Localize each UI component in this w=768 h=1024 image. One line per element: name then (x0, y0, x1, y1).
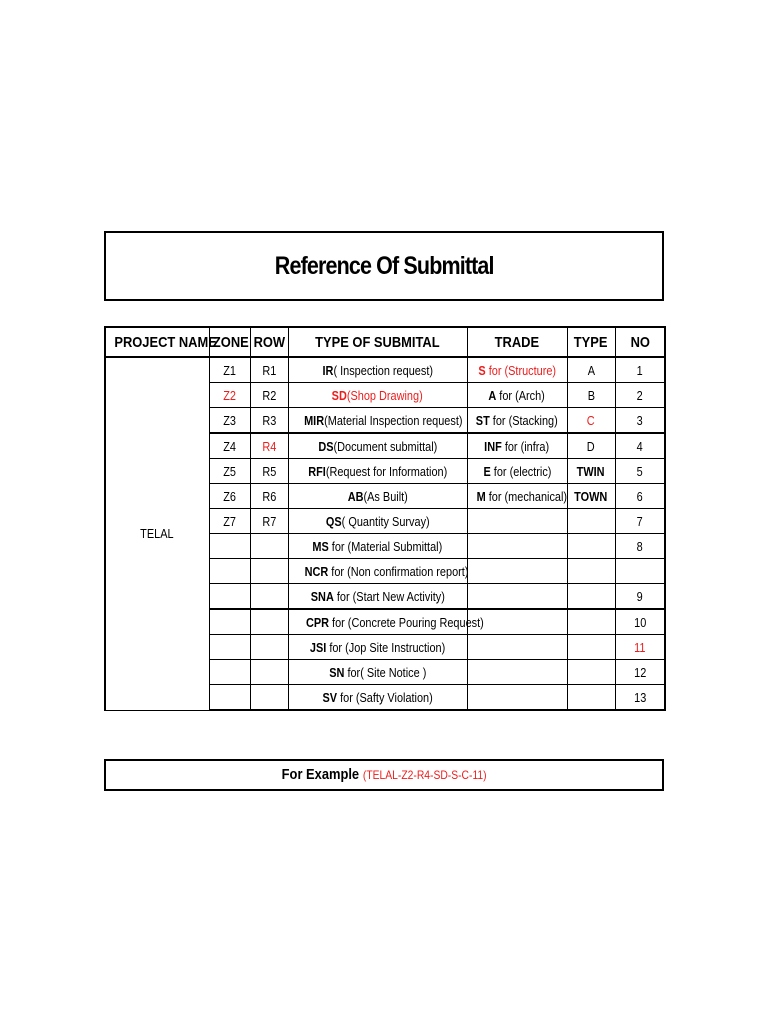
number-cell: 13 (615, 685, 665, 711)
reference-table (104, 326, 666, 711)
zone-cell (209, 635, 250, 660)
number-cell: 5 (615, 459, 665, 484)
zone-cell: Z6 (209, 484, 250, 509)
type-cell (567, 559, 615, 584)
page-title: Reference Of Submittal (274, 251, 494, 280)
zone-cell (209, 685, 250, 711)
submittal-type-cell: NCR for (Non confirmation report) (288, 559, 467, 584)
submittal-type-cell: SN for( Site Notice ) (288, 660, 467, 685)
submittal-type-cell: QS( Quantity Survay) (288, 509, 467, 534)
type-cell (567, 660, 615, 685)
zone-cell: Z4 (209, 433, 250, 459)
number-cell: 2 (615, 383, 665, 408)
number-cell: 3 (615, 408, 665, 434)
zone-cell (209, 534, 250, 559)
submittal-type-cell: SV for (Safty Violation) (288, 685, 467, 711)
zone-cell: Z3 (209, 408, 250, 434)
table-row (105, 357, 665, 383)
trade-cell (467, 635, 567, 660)
type-cell (567, 685, 615, 711)
submittal-type-cell: AB(As Built) (288, 484, 467, 509)
type-cell: D (567, 433, 615, 459)
trade-cell: S for (Structure) (467, 357, 567, 383)
row-cell: R4 (250, 433, 288, 459)
type-cell (567, 635, 615, 660)
trade-cell (467, 559, 567, 584)
number-cell: 8 (615, 534, 665, 559)
number-cell: 10 (615, 609, 665, 635)
row-cell: R7 (250, 509, 288, 534)
zone-cell: Z5 (209, 459, 250, 484)
title-box (104, 231, 664, 301)
trade-cell: ST for (Stacking) (467, 408, 567, 434)
number-cell (615, 559, 665, 584)
submittal-type-cell: DS(Document submittal) (288, 433, 467, 459)
header-type-of-submital: TYPE OF SUBMITAL (288, 327, 467, 357)
zone-cell: Z7 (209, 509, 250, 534)
trade-cell: E for (electric) (467, 459, 567, 484)
number-cell: 1 (615, 357, 665, 383)
row-cell (250, 685, 288, 711)
project-name-cell: TELAL (105, 357, 209, 710)
trade-cell (467, 660, 567, 685)
zone-cell (209, 609, 250, 635)
row-cell (250, 660, 288, 685)
number-cell: 6 (615, 484, 665, 509)
type-cell: A (567, 357, 615, 383)
zone-cell: Z2 (209, 383, 250, 408)
submittal-type-cell: MS for (Material Submittal) (288, 534, 467, 559)
example-value: (TELAL-Z2-R4-SD-S-C-11) (362, 768, 487, 782)
row-cell (250, 534, 288, 559)
zone-cell: Z1 (209, 357, 250, 383)
trade-cell: M for (mechanical) (467, 484, 567, 509)
row-cell: R3 (250, 408, 288, 434)
row-cell (250, 559, 288, 584)
number-cell: 7 (615, 509, 665, 534)
type-cell (567, 584, 615, 610)
number-cell: 9 (615, 584, 665, 610)
number-cell: 4 (615, 433, 665, 459)
number-cell: 12 (615, 660, 665, 685)
submittal-type-cell: JSI for (Jop Site Instruction) (288, 635, 467, 660)
example-label: For Example (281, 766, 359, 783)
zone-cell (209, 660, 250, 685)
type-cell: TWIN (567, 459, 615, 484)
trade-cell (467, 509, 567, 534)
type-cell: TOWN (567, 484, 615, 509)
submittal-type-cell: SNA for (Start New Activity) (288, 584, 467, 610)
submittal-type-cell: SD(Shop Drawing) (288, 383, 467, 408)
example-box (104, 759, 664, 791)
header-row: ROW (250, 327, 288, 357)
row-cell: R1 (250, 357, 288, 383)
row-cell (250, 635, 288, 660)
number-cell: 11 (615, 635, 665, 660)
trade-cell: INF for (infra) (467, 433, 567, 459)
row-cell: R6 (250, 484, 288, 509)
submittal-type-cell: MIR(Material Inspection request) (288, 408, 467, 434)
header-type: TYPE (567, 327, 615, 357)
type-cell: B (567, 383, 615, 408)
trade-cell (467, 685, 567, 711)
trade-cell (467, 534, 567, 559)
trade-cell (467, 584, 567, 610)
type-cell (567, 534, 615, 559)
row-cell (250, 609, 288, 635)
row-cell: R5 (250, 459, 288, 484)
header-project-name: PROJECT NAME (105, 327, 209, 357)
submittal-type-cell: CPR for (Concrete Pouring Request) (288, 609, 467, 635)
type-cell (567, 509, 615, 534)
submittal-type-cell: IR( Inspection request) (288, 357, 467, 383)
type-cell: C (567, 408, 615, 434)
header-trade: TRADE (467, 327, 567, 357)
zone-cell (209, 559, 250, 584)
type-cell (567, 609, 615, 635)
submittal-type-cell: RFI(Request for Information) (288, 459, 467, 484)
trade-cell: A for (Arch) (467, 383, 567, 408)
header-zone: ZONE (209, 327, 250, 357)
row-cell (250, 584, 288, 610)
header-no: NO (615, 327, 665, 357)
zone-cell (209, 584, 250, 610)
header-row (105, 327, 665, 357)
row-cell: R2 (250, 383, 288, 408)
